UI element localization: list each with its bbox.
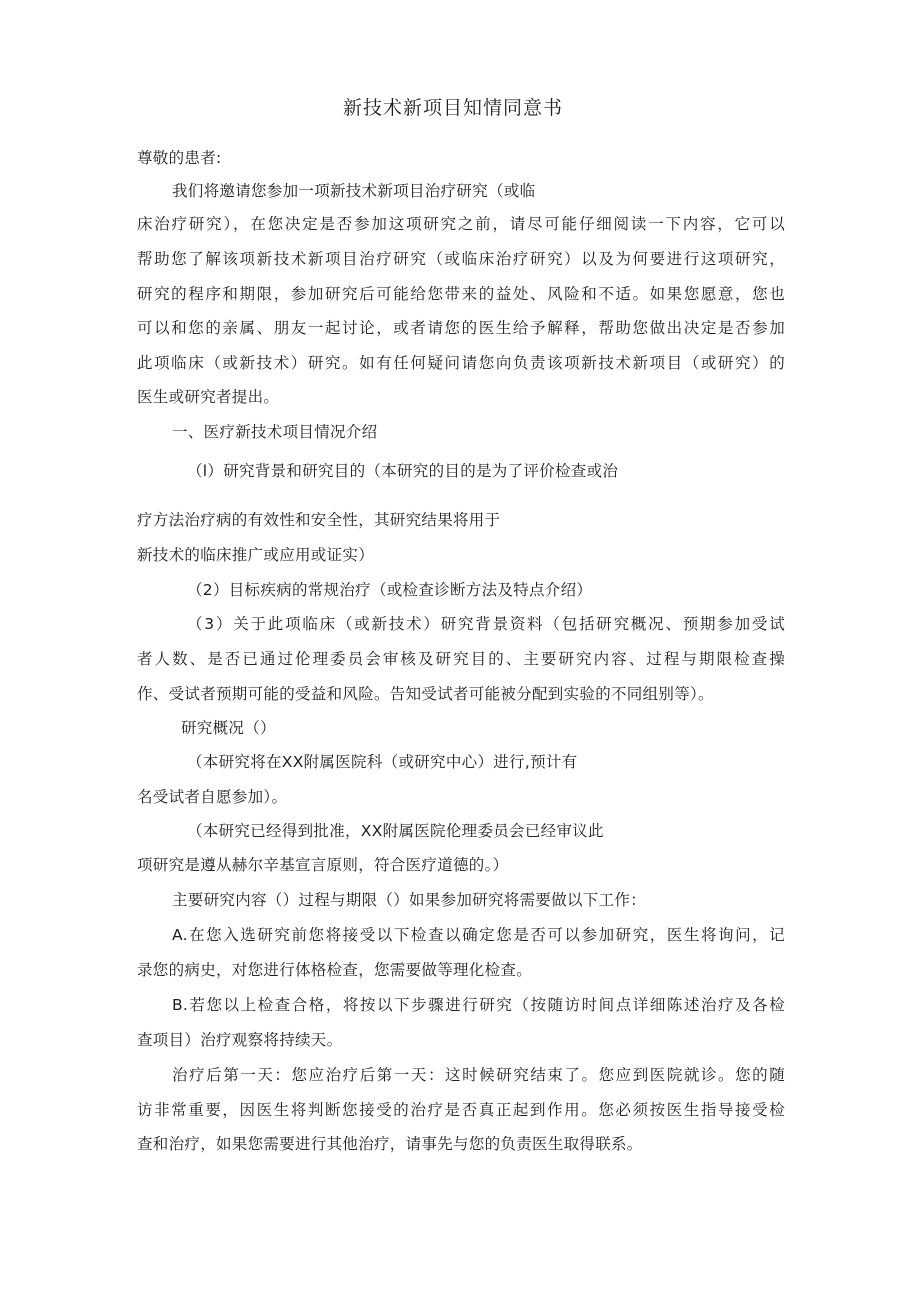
text-line: 研究概况（） [181,719,276,737]
document-title: 新技术新项目知情同意书 [343,97,564,119]
text-line: （2）目标疾病的常规治疗（或检查诊断方法及特点介绍） [187,581,593,599]
text-line: B.若您以上检查合格，将按以下步骤进行研究（按随访时间点详细陈述治疗及各检 [172,996,785,1014]
text-line: 可以和您的亲属、朋友一起讨论，或者请您的医生给予解释，帮助您做出决定是否参加 [137,319,785,337]
text-line: 治疗后第一天：您应治疗后第一天：这时候研究结束了。您应到医院就诊。您的随 [172,1066,785,1084]
text-line: 者人数、是否已通过伦理委员会审核及研究目的、主要研究内容、过程与期限检查操 [137,650,785,668]
salutation: 尊敬的患者: [137,149,222,167]
text-line: 床治疗研究），在您决定是否参加这项研究之前，请尽可能仔细阅读一下内容，它可以 [137,215,785,233]
text-line: 项研究是遵从赫尔辛基宣言原则，符合医疗道德的。） [137,856,509,874]
text-line: 访非常重要，因医生将判断您接受的治疗是否真正起到作用。您必须按医生指导接受检 [137,1101,785,1119]
text-line: 帮助您了解该项新技术新项目治疗研究（或临床治疗研究）以及为何要进行这项研究， [137,250,785,268]
text-line: 我们将邀请您参加一项新技术新项目治疗研究（或临 [172,182,536,200]
text-line: 查和治疗，如果您需要进行其他治疗，请事先与您的负责医生取得联系。 [137,1135,643,1153]
text-line: （本研究已经得到批准，XX附属医院伦理委员会已经审议此 [187,822,604,840]
text-line: 医生或研究者提出。 [137,388,280,406]
text-line: 疗方法治疗病的有效性和安全性，其研究结果将用于 [137,511,501,529]
section-heading: 一、医疗新技术项目情况介绍 [172,423,378,441]
text-line: 作、受试者预期可能的受益和风险。告知受试者可能被分配到实验的不同组别等）。 [137,685,714,703]
text-line: 主要研究内容（）过程与期限（）如果参加研究将需要做以下工作： [172,891,647,909]
text-line: （3）关于此项临床（或新技术）研究背景资料（包括研究概况、预期参加受试 [187,615,785,633]
text-line: 此项临床（或新技术）研究。如有任何疑问请您向负责该项新技术新项目（或研究）的 [137,354,785,372]
text-line: （l）研究背景和研究目的（本研究的目的是为了评价检查或治 [187,462,619,480]
text-line: 研究的程序和期限，参加研究后可能给您带来的益处、风险和不适。如果您愿意，您也 [137,285,785,303]
text-line: 名受试者自愿参加）。 [137,788,288,806]
text-line: 录您的病史，对您进行体格检查，您需要做等理化检查。 [137,961,533,979]
text-line: 查项目）治疗观察将持续天。 [137,1031,343,1049]
text-line: A.在您入选研究前您将接受以下检查以确定您是否可以参加研究，医生将询问，记 [172,926,785,944]
text-line: 新技术的临床推广或应用或证实） [137,546,375,564]
text-line: （本研究将在XX附属医院科（或研究中心）进行,预计有 [187,753,578,771]
